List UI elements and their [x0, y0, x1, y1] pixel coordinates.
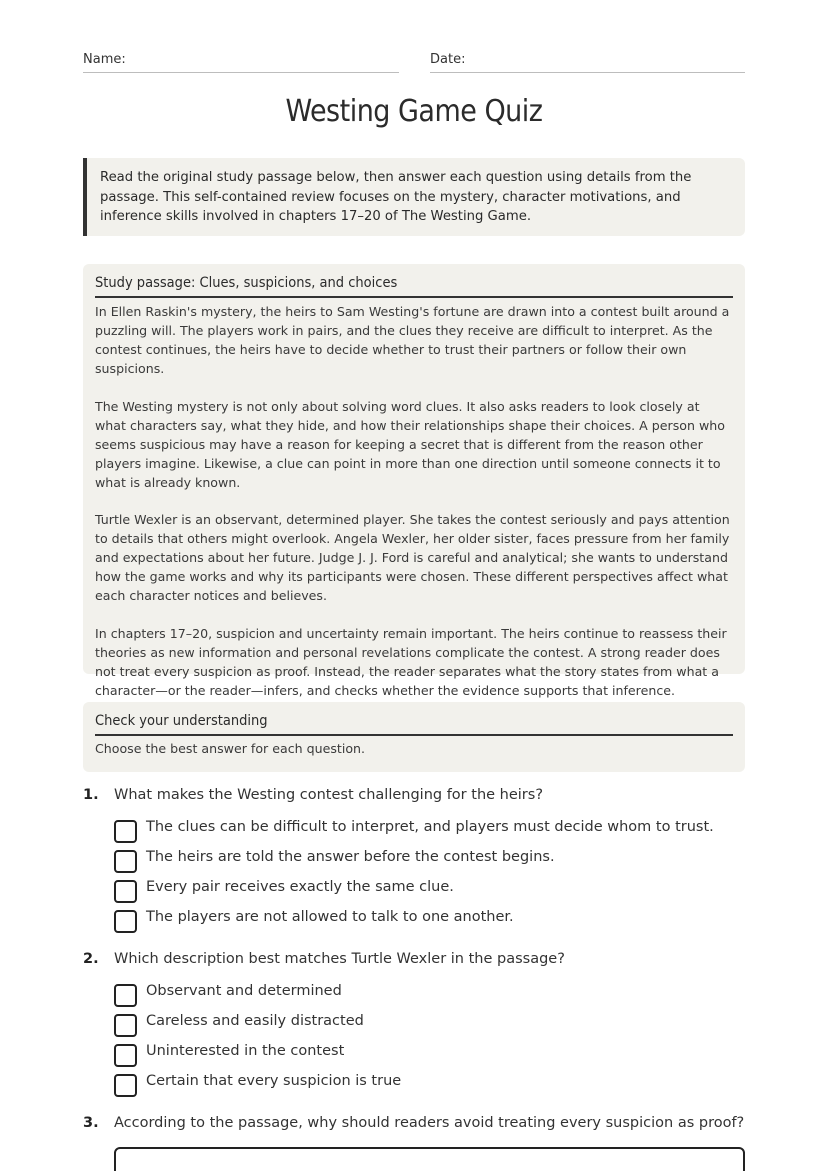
- question-number: 1.: [83, 787, 99, 803]
- option-label: The players are not allowed to talk to one another.: [146, 909, 514, 925]
- checkbox[interactable]: [114, 850, 137, 873]
- check-instructions: Choose the best answer for each question.: [95, 741, 366, 756]
- question-text: What makes the Westing contest challenging for the heirs?: [114, 787, 544, 803]
- checkbox[interactable]: [114, 880, 137, 903]
- passage-paragraph: In chapters 17–20, suspicion and uncertainty remain important. The heirs continue to reassess their theories as new information and personal revelations complicate the contest. A strong reader does not treat every suspicion as proof. Instead, the reader separates what the story states from what a character—or the reader—infers, and checks whether the evidence supports that inference.: [95, 625, 727, 698]
- question-text: Which description best matches Turtle Wexler in the passage?: [114, 951, 565, 967]
- answer-option[interactable]: [114, 878, 745, 908]
- option-label: Observant and determined: [146, 983, 342, 999]
- answer-option[interactable]: [114, 908, 745, 938]
- checkbox[interactable]: [114, 984, 137, 1007]
- option-label: Uninterested in the contest: [146, 1043, 345, 1059]
- intro-callout: Read the original study passage below, then answer each question using details from the passage. This self-contained review focuses on the mystery, character motivations, and inference skills involved in chapters 17–20 of The Westing Game.: [83, 158, 745, 236]
- check-understanding-section: [83, 702, 745, 772]
- answer-option[interactable]: [114, 1012, 745, 1042]
- passage-heading: Study passage: Clues, suspicions, and choices: [95, 275, 733, 298]
- passage-paragraph: The Westing mystery is not only about solving word clues. It also asks readers to look closely at what characters say, what they hide, and how their relationships shape their choices. A person who seems suspicious may have a reason for keeping a secret that is different from the reason other players imagine. Likewise, a clue can point in more than one direction until someone connects it to what is already known.: [95, 398, 725, 490]
- study-passage: [83, 264, 745, 698]
- option-label: The heirs are told the answer before the contest begins.: [146, 849, 555, 865]
- check-heading: Check your understanding: [95, 713, 733, 736]
- name-field[interactable]: [83, 52, 399, 73]
- passage-paragraph: Turtle Wexler is an observant, determined player. She takes the contest seriously and pays attention to details that others might overlook. Angela Wexler, her older sister, faces pressure from her family and expectations about her future. Judge J. J. Ford is careful and analytical; she wants to understand how the game works and why its participants were chosen. These different perspectives affect what each character notices and believes.: [95, 512, 730, 603]
- question-text: According to the passage, why should readers avoid treating every suspicion as proof?: [114, 1115, 745, 1131]
- option-label: Every pair receives exactly the same clue.: [146, 879, 454, 895]
- answer-option[interactable]: [114, 848, 745, 878]
- date-field[interactable]: [430, 52, 745, 73]
- question-number: 3.: [83, 1115, 99, 1131]
- name-label: Name:: [83, 52, 126, 67]
- passage-paragraph: In Ellen Raskin's mystery, the heirs to Sam Westing's fortune are drawn into a contest built around a puzzling will. The players work in pairs, and the clues they receive are difficult to interpret. As the contest continues, the heirs have to decide whether to trust their partners or follow their own suspicions.: [95, 304, 730, 376]
- student-info-row: [83, 52, 745, 74]
- written-answer-box[interactable]: [114, 1147, 745, 1171]
- answer-options: [114, 818, 745, 938]
- answer-option[interactable]: [114, 818, 745, 848]
- answer-options: [114, 982, 745, 1102]
- option-label: Careless and easily distracted: [146, 1013, 364, 1029]
- option-label: Certain that every suspicion is true: [146, 1073, 402, 1089]
- checkbox[interactable]: [114, 1014, 137, 1037]
- checkbox[interactable]: [114, 820, 137, 843]
- date-label: Date:: [430, 52, 466, 67]
- option-label: The clues can be difficult to interpret, and players must decide whom to trust.: [146, 819, 714, 835]
- answer-option[interactable]: [114, 1072, 745, 1102]
- answer-option[interactable]: [114, 1042, 745, 1072]
- question-number: 2.: [83, 951, 99, 967]
- checkbox[interactable]: [114, 910, 137, 933]
- answer-option[interactable]: [114, 982, 745, 1012]
- checkbox[interactable]: [114, 1074, 137, 1097]
- page-title: Westing Game Quiz: [285, 94, 543, 129]
- checkbox[interactable]: [114, 1044, 137, 1067]
